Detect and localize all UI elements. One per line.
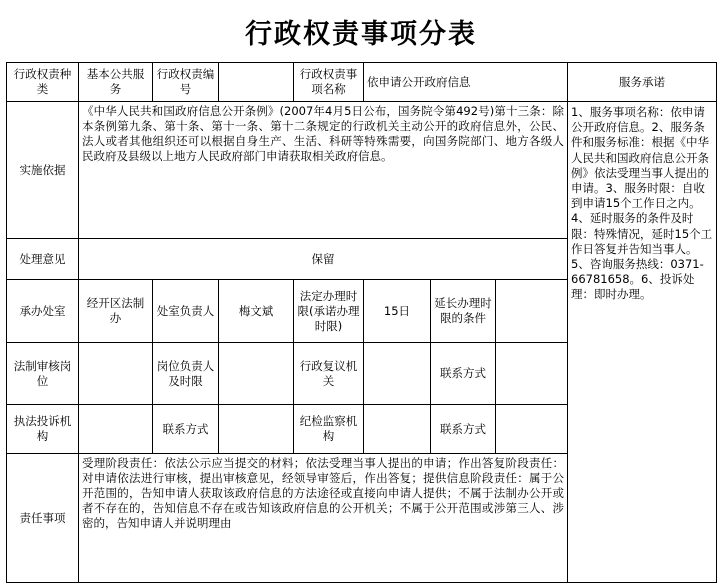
code-label: 行政权责编号	[153, 63, 219, 102]
basis-text: 《中华人民共和国政府信息公开条例》(2007年4月5日公布，国务院令第492号)第十三条：除本条例第九条、第十条、第十一条、第十二条规定的行政机关主动公开的政府信息外，公民、法人或者其他组织还可以根据自身生产、生活、科研等特殊需要，向国务院部门、地方各级人民政府及县级以上地方人民政府部门申请获取相关政府信息。	[79, 102, 568, 239]
extend-label: 延长办理时限的条件	[431, 280, 496, 343]
complaint-contact-value	[219, 405, 294, 454]
review-value	[364, 343, 431, 405]
complaint-value	[79, 405, 153, 454]
person-value: 梅文斌	[219, 280, 294, 343]
basis-label: 实施依据	[7, 102, 79, 239]
service-commitment: 1、服务事项名称：依申请公开政府信息。2、服务条件和服务标准：根据《中华人民共和国政府信息公开条例》依法受理当事人提出的申请。3、服务时限：自收到申请15个工作日之内。 4、延时服务的条件及时限：特殊情况，延时15个工作日答复并告知当事人。5、咨询服务热线：0371-66781658。6、投诉处理：即时办理。	[568, 102, 717, 583]
review-label: 行政复议机关	[294, 343, 364, 405]
duty-label: 责任事项	[7, 454, 79, 583]
type-value: 基本公共服务	[79, 63, 153, 102]
complaint-contact2-label: 联系方式	[431, 405, 496, 454]
basis-row	[7, 102, 717, 239]
opinion-value: 保留	[79, 239, 568, 280]
undertake-label: 承办处室	[7, 280, 79, 343]
supervise-value	[364, 405, 431, 454]
legal-review-value	[79, 343, 153, 405]
complaint-contact-label: 联系方式	[153, 405, 219, 454]
name-label: 行政权责事项名称	[294, 63, 364, 102]
supervise-label: 纪检监察机构	[294, 405, 364, 454]
limit-label: 法定办理时限(承诺办理时限)	[294, 280, 364, 343]
extend-value	[496, 280, 568, 343]
legal-review-label: 法制审核岗位	[7, 343, 79, 405]
type-label: 行政权责种类	[7, 63, 79, 102]
limit-value: 15日	[364, 280, 431, 343]
contact-value	[496, 343, 568, 405]
opinion-label: 处理意见	[7, 239, 79, 280]
undertake-office: 经开区法制办	[79, 280, 153, 343]
post-label: 岗位负责人及时限	[153, 343, 219, 405]
post-value	[219, 343, 294, 405]
page-title: 行政权责事项分表	[245, 18, 477, 50]
complaint-label: 执法投诉机构	[7, 405, 79, 454]
contact-label: 联系方式	[431, 343, 496, 405]
header-row	[7, 63, 717, 102]
person-label: 处室负责人	[153, 280, 219, 343]
complaint-contact2-value	[496, 405, 568, 454]
authority-table	[6, 62, 717, 583]
code-value	[219, 63, 294, 102]
duty-text: 受理阶段责任：依法公示应当提交的材料；依法受理当事人提出的申请；作出答复阶段责任：对申请依法进行审核，提出审核意见，经领导审签后，作出答复；提供信息阶段责任：属于公开范围的，告知申请人获取该政府信息的方法途径或直接向申请人提供；不属于法制办公开或者不存在的，告知信息不存在或告知该政府信息的公开机关；不属于公开范围或涉第三人、涉密的，告知申请人并说明理由	[79, 454, 568, 583]
service-header: 服务承诺	[568, 63, 717, 102]
name-value: 依申请公开政府信息	[364, 63, 568, 102]
